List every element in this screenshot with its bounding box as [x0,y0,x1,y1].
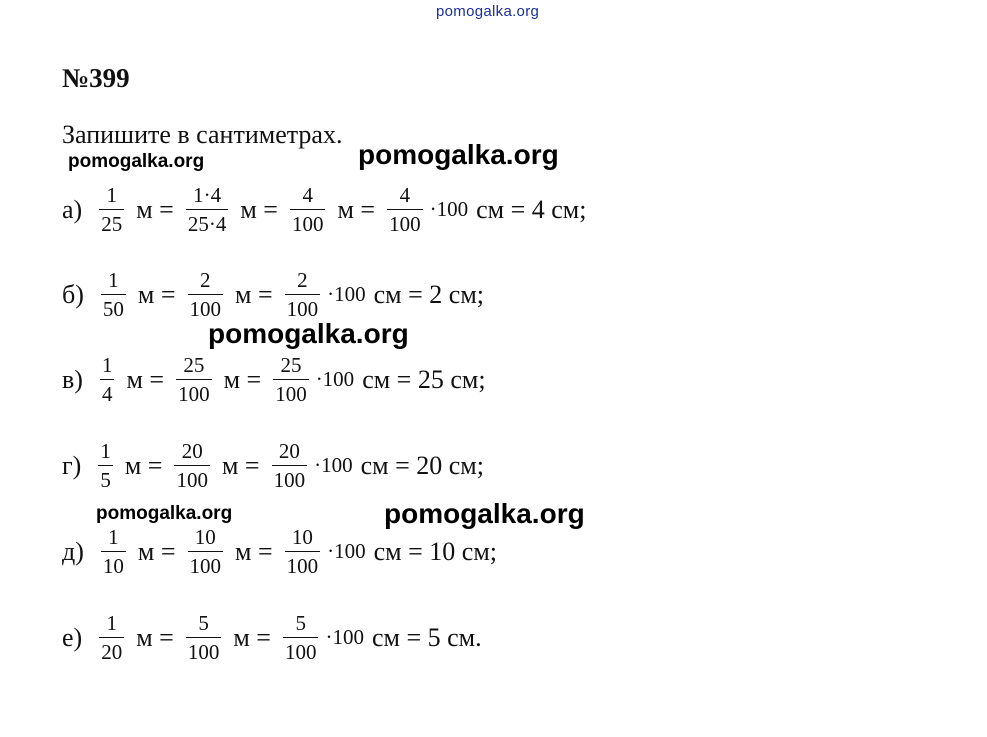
solution-row-g [62,440,484,491]
denominator: 20 [99,637,124,663]
unit-equals: м = [126,364,165,394]
numerator: 2 [200,268,211,292]
numerator: 4 [399,183,411,207]
multiplier: ·100 [327,282,366,307]
unit-equals: м = [235,279,273,309]
denominator: 100 [188,294,224,320]
numerator: 1 [108,525,119,549]
denominator: 4 [100,379,115,405]
denominator: 100 [176,379,212,405]
unit-equals: м = [136,194,174,224]
result: см = 2 см; [373,279,485,309]
denominator: 100 [283,637,319,663]
multiplier: ·100 [327,539,366,564]
denominator: 100 [290,209,326,235]
numerator: 1 [106,611,117,635]
numerator: 20 [278,439,300,463]
result: см = 10 см; [373,536,498,566]
denominator: 10 [101,551,126,577]
denominator: 25 [99,209,124,235]
exercise-number: №399 [62,63,130,93]
numerator: 25 [183,353,205,377]
numerator: 1 [101,353,113,377]
numerator: 10 [194,525,216,549]
unit-equals: м = [136,622,174,652]
result: см = 5 см. [371,622,482,652]
denominator: 100 [186,637,222,663]
result: см = 4 см; [476,194,587,224]
item-letter: б) [62,279,84,309]
numerator: 1·4 [193,183,222,207]
fraction [283,612,319,663]
numerator: 20 [181,439,203,463]
item-letter: г) [62,450,82,480]
item-letter: д) [62,536,84,566]
result: см = 25 см; [362,364,486,394]
unit-equals: м = [124,450,163,480]
denominator: 5 [98,465,113,491]
numerator: 1 [108,268,119,292]
fraction [186,184,229,235]
solution-row-a [62,184,586,235]
unit-equals: м = [221,450,260,480]
numerator: 5 [198,611,209,635]
watermark: pomogalka.org [358,139,559,170]
fraction [99,184,124,235]
fraction [98,440,113,491]
numerator: 1 [106,183,117,207]
solution-row-d [62,526,497,577]
watermark: pomogalka.org [68,151,205,172]
denominator: 100 [273,379,309,405]
denominator: 100 [285,551,321,577]
item-letter: а) [62,194,83,224]
unit-equals: м = [240,194,278,224]
denominator: 100 [387,209,423,235]
watermark: pomogalka.org [208,318,409,349]
watermark: pomogalka.org [384,498,585,529]
fraction [188,526,224,577]
task-text: Запишите в сантиметрах. [62,120,343,149]
result: см = 20 см; [360,450,484,480]
fraction [273,354,309,405]
unit-equals: м = [223,364,262,394]
numerator: 25 [280,353,302,377]
watermark-top: pomogalka.org [436,3,540,20]
fraction [100,354,115,405]
numerator: 2 [297,268,308,292]
numerator: 4 [302,183,313,207]
solution-row-b [62,269,484,320]
unit-equals: м = [235,536,273,566]
multiplier: ·100 [314,453,353,478]
fraction [285,269,321,320]
fraction [101,269,126,320]
denominator: 100 [188,551,224,577]
numerator: 1 [100,439,111,463]
unit-equals: м = [137,279,176,309]
multiplier: ·100 [325,625,364,650]
solution-row-e [62,612,482,663]
fraction [99,612,124,663]
unit-equals: м = [337,194,376,224]
denominator: 25·4 [186,209,229,235]
fraction [176,354,212,405]
denominator: 100 [272,465,308,491]
numerator: 10 [291,525,313,549]
denominator: 100 [174,465,210,491]
multiplier: ·100 [429,197,469,222]
fraction [285,526,321,577]
item-letter: в) [62,364,83,394]
item-letter: е) [62,622,83,652]
solution-row-v [62,354,486,405]
fraction [387,184,423,235]
denominator: 50 [101,294,126,320]
multiplier: ·100 [315,367,355,392]
fraction [101,526,126,577]
unit-equals: м = [137,536,176,566]
numerator: 5 [295,611,306,635]
denominator: 100 [285,294,321,320]
unit-equals: м = [233,622,271,652]
watermark: pomogalka.org [96,503,233,524]
fraction [290,184,326,235]
fraction [174,440,210,491]
fraction [272,440,308,491]
fraction [186,612,222,663]
fraction [188,269,224,320]
